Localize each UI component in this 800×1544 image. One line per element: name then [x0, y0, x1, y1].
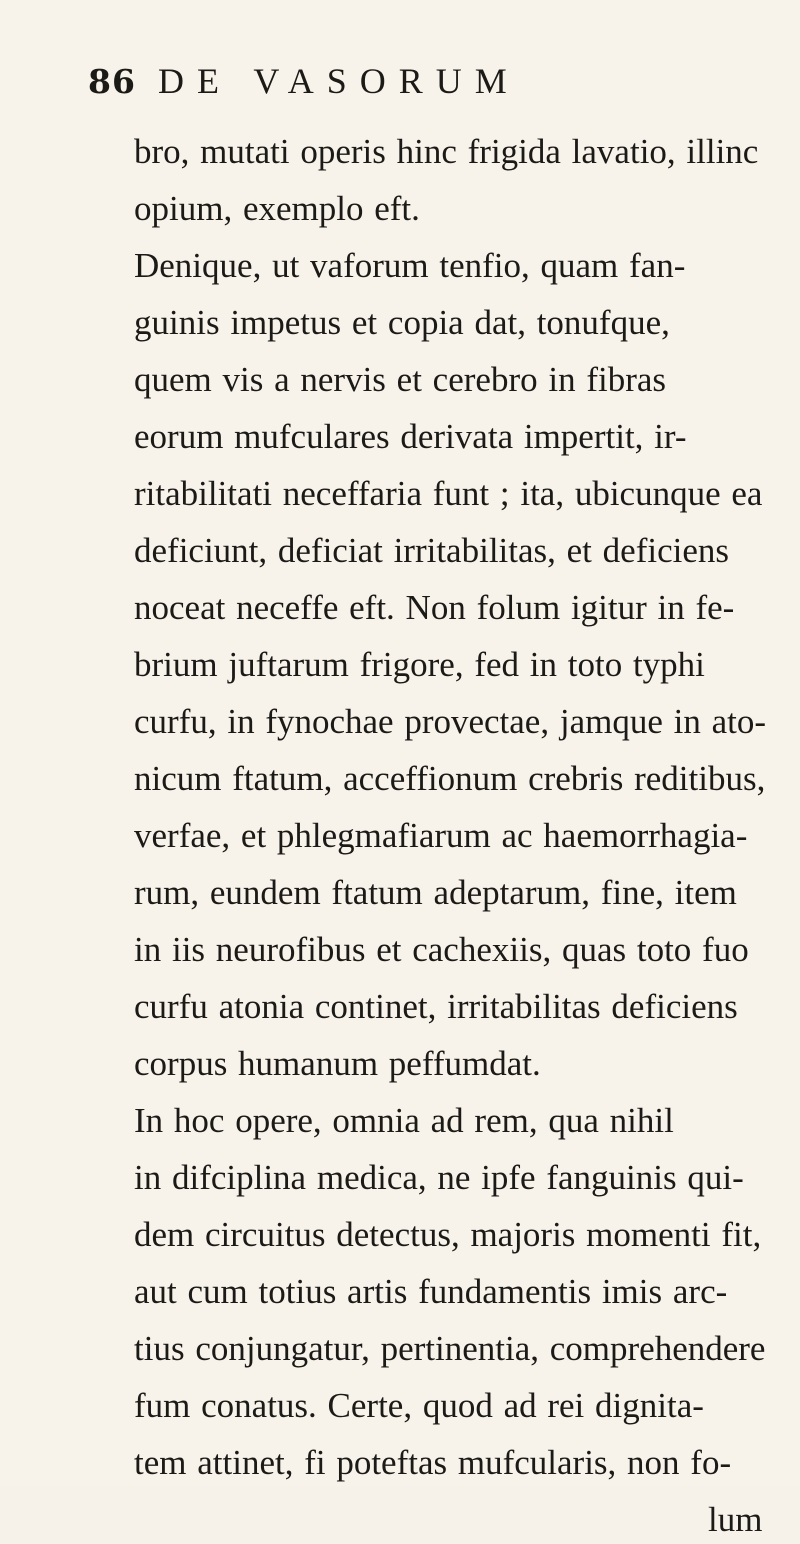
page-header [88, 60, 520, 120]
text-line: curfu atonia continet, irritabilitas deficiens [134, 987, 738, 1026]
text-line: noceat neceffe eft. Non folum igitur in fe- [134, 588, 735, 627]
text-line: fum conatus. Certe, quod ad rei dignita- [134, 1386, 704, 1425]
text-line: aut cum totius artis fundamentis imis arc- [134, 1272, 728, 1311]
text-line: Denique, ut vaforum tenfio, quam fan- [134, 246, 686, 285]
text-line: guinis impetus et copia dat, tonufque, [134, 303, 670, 342]
text-line: brium juftarum frigore, fed in toto typhi [134, 645, 705, 684]
text-line: ritabilitati neceffaria funt ; ita, ubicunque ea [134, 474, 763, 513]
page-number: 86 [88, 62, 136, 101]
text-line: dem circuitus detectus, majoris momenti fit, [134, 1215, 762, 1254]
running-title: DE VASORUM [158, 61, 520, 101]
text-line: bro, mutati operis hinc frigida lavatio, illinc [134, 132, 759, 171]
text-line: eorum mufculares derivata impertit, ir- [134, 417, 687, 456]
text-line: nicum ftatum, acceffionum crebris reditibus, [134, 759, 766, 798]
text-line: verfae, et phlegmafiarum ac haemorrhagia- [134, 816, 748, 855]
text-line: curfu, in fynochae provectae, jamque in ato- [134, 702, 767, 741]
text-line: tius conjungatur, pertinentia, comprehendere [134, 1329, 766, 1368]
text-line: quem vis a nervis et cerebro in fibras [134, 360, 667, 399]
text-line: in difciplina medica, ne ipfe fanguinis qui- [134, 1158, 744, 1197]
text-line: corpus humanum peffumdat. [134, 1044, 541, 1083]
text-line: rum, eundem ftatum adeptarum, fine, item [134, 873, 737, 912]
text-line: tem attinet, fi poteftas mufcularis, non fo- [134, 1443, 732, 1482]
text-line: deficiunt, deficiat irritabilitas, et deficiens [134, 531, 729, 570]
catchword: lum [708, 1500, 763, 1539]
text-line: in iis neurofibus et cachexiis, quas toto fuo [134, 930, 749, 969]
text-line: In hoc opere, omnia ad rem, qua nihil [134, 1101, 674, 1140]
text-line: opium, exemplo eft. [134, 189, 420, 228]
